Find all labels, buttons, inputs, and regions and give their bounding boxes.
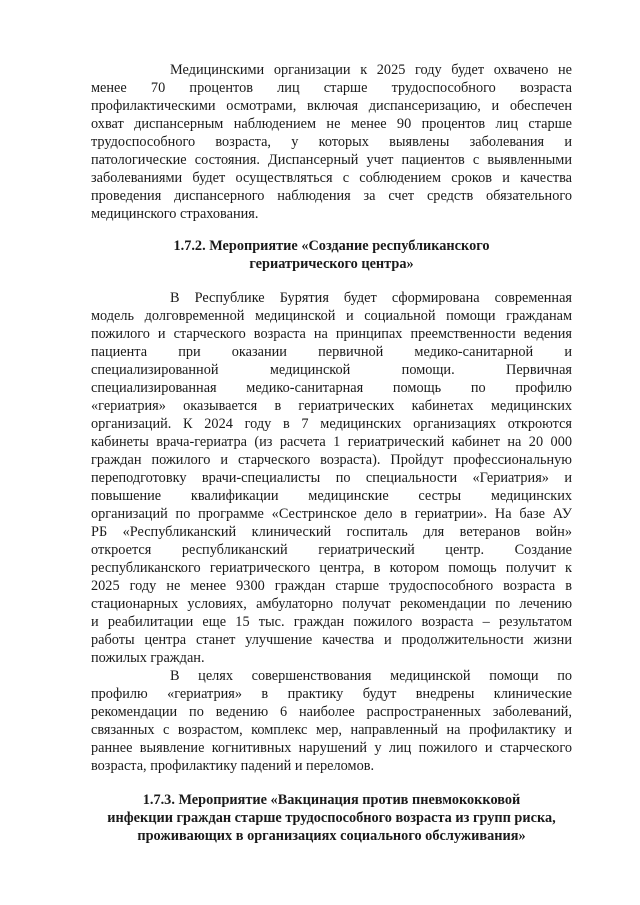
- paragraph-line: модель долговременной медицинской и социальной помощи гражданам: [91, 308, 572, 324]
- paragraph-line: заболеваниями будет осуществляться с соблюдением сроков и качества: [91, 170, 572, 186]
- paragraph-line: РБ «Республиканский клинический госпиталь для ветеранов войн»: [91, 524, 572, 540]
- paragraph-line: рекомендации по ведению 6 наиболее распространенных заболеваний,: [91, 704, 572, 720]
- paragraph-line: пациента при оказании первичной медико-санитарной и: [91, 344, 572, 360]
- paragraph-line: переподготовку врачи-специалисты по специальности «Гериатрия» и: [91, 470, 572, 486]
- paragraph-line: граждан пожилого и старческого возраста). Пройдут профессиональную: [91, 452, 572, 468]
- paragraph-line: организаций. К 2024 году в 7 медицинских организациях откроются: [91, 416, 572, 432]
- paragraph-line: специализированная медико-санитарная помощь по профилю: [91, 380, 572, 396]
- paragraph-line: менее 70 процентов лиц старше трудоспособного возраста: [91, 80, 572, 96]
- section-heading-1-7-3: инфекции граждан старше трудоспособного возраста из групп риска,: [107, 810, 556, 826]
- paragraph-line: работы центра станет улучшение качества и продолжительности жизни: [91, 632, 572, 648]
- paragraph-line: повышение квалификации медицинские сестры медицинских: [91, 488, 572, 504]
- paragraph-line: специализированной медицинской помощи. Первичная: [91, 362, 572, 378]
- paragraph-line: патологические состояния. Диспансерный учет пациентов с выявленными: [91, 152, 572, 168]
- section-heading-1-7-3: проживающих в организациях социального обслуживания»: [137, 828, 526, 844]
- paragraph-line: кабинеты врача-гериатра (из расчета 1 гериатрический кабинет на 20 000: [91, 434, 572, 450]
- paragraph-line: Медицинскими организации к 2025 году будет охвачено не: [170, 62, 572, 78]
- paragraph-line: трудоспособного возраста, у которых выявлены заболевания и: [91, 134, 572, 150]
- paragraph-line: раннее выявление когнитивных нарушений у лиц пожилого и старческого: [91, 740, 572, 756]
- paragraph-line: организаций по программе «Сестринское дело в гериатрии». На базе АУ: [91, 506, 572, 522]
- paragraph-line: проведения диспансерного наблюдения за счет средств обязательного: [91, 188, 572, 204]
- section-heading-1-7-3: 1.7.3. Мероприятие «Вакцинация против пневмококковой: [142, 792, 521, 808]
- section-heading-1-7-2: гериатрического центра»: [249, 256, 414, 272]
- paragraph-line: республиканского гериатрического центра, в котором помощь получит к: [91, 560, 572, 576]
- paragraph-line: медицинского страхования.: [91, 206, 259, 222]
- paragraph-line: профилактическими осмотрами, включая диспансеризацию, и обеспечен: [91, 98, 572, 114]
- section-heading-1-7-2: 1.7.2. Мероприятие «Создание республиканского: [173, 238, 490, 254]
- paragraph-line: пожилых граждан.: [91, 650, 205, 666]
- paragraph-line: стационарных условиях, амбулаторно получат рекомендации по лечению: [91, 596, 572, 612]
- paragraph-line: «гериатрия» оказывается в гериатрических кабинетах медицинских: [91, 398, 572, 414]
- paragraph-line: пожилого и старческого возраста на принципах преемственности ведения: [91, 326, 572, 342]
- paragraph-line: и реабилитации еще 15 тыс. граждан пожилого возраста – результатом: [91, 614, 572, 630]
- paragraph-line: В Республике Бурятия будет сформирована современная: [170, 290, 572, 306]
- paragraph-line: связанных с возрастом, комплекс мер, направленный на профилактику и: [91, 722, 572, 738]
- paragraph-line: возраста, профилактику падений и переломов.: [91, 758, 375, 774]
- paragraph-line: охват диспансерным наблюдением не менее 90 процентов лиц старше: [91, 116, 572, 132]
- paragraph-line: профилю «гериатрия» в практику будут внедрены клинические: [91, 686, 572, 702]
- paragraph-line: 2025 году не менее 9300 граждан старше трудоспособного возраста в: [91, 578, 572, 594]
- paragraph-line: откроется республиканский гериатрический центр. Создание: [91, 542, 572, 558]
- paragraph-line: В целях совершенствования медицинской помощи по: [170, 668, 572, 684]
